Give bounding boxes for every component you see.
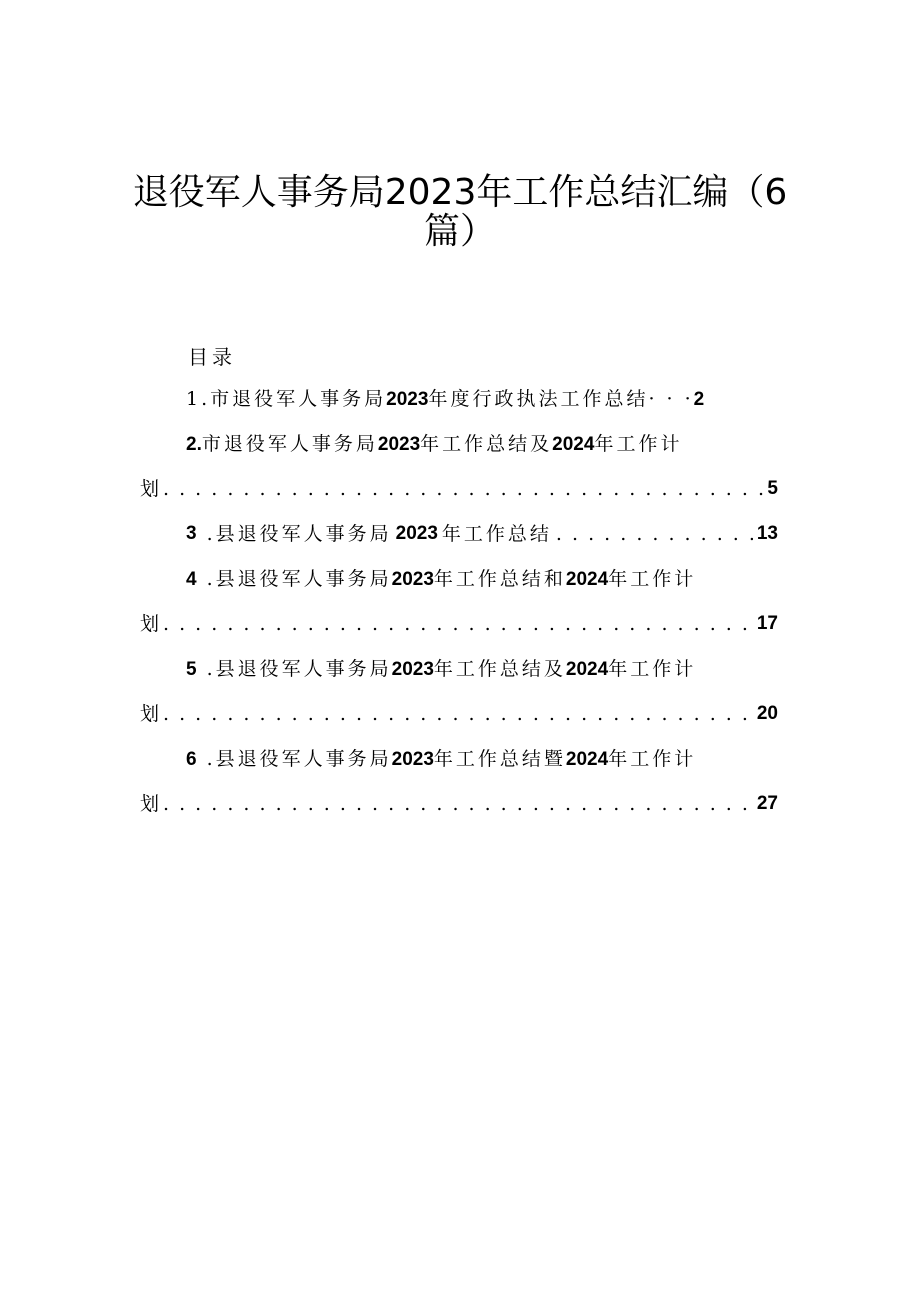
toc-entry-year: 2024 xyxy=(565,569,609,590)
toc-entry-text: 年工作计 xyxy=(608,658,697,680)
toc-entry-number: 2. xyxy=(186,434,202,455)
toc-leader-dots xyxy=(163,792,753,816)
toc-page-number: 2 xyxy=(693,389,705,410)
toc-entry-5[interactable] xyxy=(186,657,696,682)
toc-entry-text: 年工作总结 xyxy=(441,523,552,545)
toc-entry-year: 2023 xyxy=(391,749,434,770)
toc-entry-year: 2024 xyxy=(552,434,595,455)
toc-entry-text: 年工作总结及 xyxy=(420,433,553,455)
toc-entry-number: 6 xyxy=(186,749,197,770)
toc-entry-text: 年工作计 xyxy=(608,748,697,770)
toc-entry-2-continuation[interactable] xyxy=(140,477,778,501)
toc-entry-text: .县退役军人事务局 xyxy=(206,748,392,770)
toc-entry-number: 4 xyxy=(186,569,197,590)
document-title-line-2: 篇） xyxy=(423,211,496,252)
toc-entry-text: 划 xyxy=(140,613,160,635)
toc-entry-text: .县退役军人事务局 xyxy=(206,568,392,590)
toc-entry-year: 2023 xyxy=(391,659,434,680)
toc-leader-dots xyxy=(163,702,753,726)
toc-entry-year: 2023 xyxy=(377,434,421,455)
toc-entry-text: 市退役军人事务局 xyxy=(210,388,387,410)
toc-entry-text: 划 xyxy=(140,793,160,815)
toc-entry-5-continuation[interactable] xyxy=(140,702,778,726)
document-title-line-1: 退役军人事务局2023年工作总结汇编（6 xyxy=(132,172,788,213)
toc-entry-year: 2023 xyxy=(395,523,438,544)
toc-page-number: 13 xyxy=(756,523,778,544)
toc-entry-year: 2023 xyxy=(386,389,429,410)
toc-entry-text: .县退役军人事务局 xyxy=(206,523,392,545)
toc-entry-3[interactable] xyxy=(186,522,778,546)
toc-entry-text: 年工作计 xyxy=(608,568,697,590)
toc-entry-year: 2023 xyxy=(391,569,434,590)
toc-page-number: 5 xyxy=(767,478,778,499)
toc-leader-dots xyxy=(163,477,763,501)
toc-leader-dots xyxy=(556,522,753,546)
toc-entry-text: 年工作总结暨 xyxy=(433,748,566,770)
toc-page-number: 20 xyxy=(756,703,778,724)
toc-page-number: 27 xyxy=(756,793,778,814)
toc-entry-text: 市退役军人事务局 xyxy=(201,433,378,455)
toc-entry-number: 1. xyxy=(186,388,211,410)
toc-entry-1[interactable] xyxy=(186,387,704,412)
toc-entry-text: 划 xyxy=(140,478,160,500)
toc-entry-text: 年工作总结及 xyxy=(433,658,566,680)
toc-entry-2[interactable] xyxy=(186,432,682,457)
toc-entry-year: 2024 xyxy=(565,659,609,680)
toc-entry-text: 年度行政执法工作总结 xyxy=(428,388,649,410)
toc-page-number: 17 xyxy=(756,613,778,634)
toc-entry-text: 年工作计 xyxy=(594,433,683,455)
toc-heading: 目录 xyxy=(188,345,236,369)
toc-entry-4[interactable] xyxy=(186,567,696,592)
toc-entry-4-continuation[interactable] xyxy=(140,612,778,636)
toc-entry-6-continuation[interactable] xyxy=(140,792,778,816)
toc-entry-text: 年工作总结和 xyxy=(433,568,566,590)
toc-entry-number: 5 xyxy=(186,659,197,680)
toc-entry-number: 3 xyxy=(186,523,197,544)
toc-entry-text: 划 xyxy=(140,703,160,725)
toc-entry-6[interactable] xyxy=(186,747,696,772)
toc-leader: · · · xyxy=(648,388,694,410)
toc-leader-dots xyxy=(163,612,753,636)
toc-entry-year: 2024 xyxy=(565,749,609,770)
toc-entry-text: .县退役军人事务局 xyxy=(206,658,392,680)
